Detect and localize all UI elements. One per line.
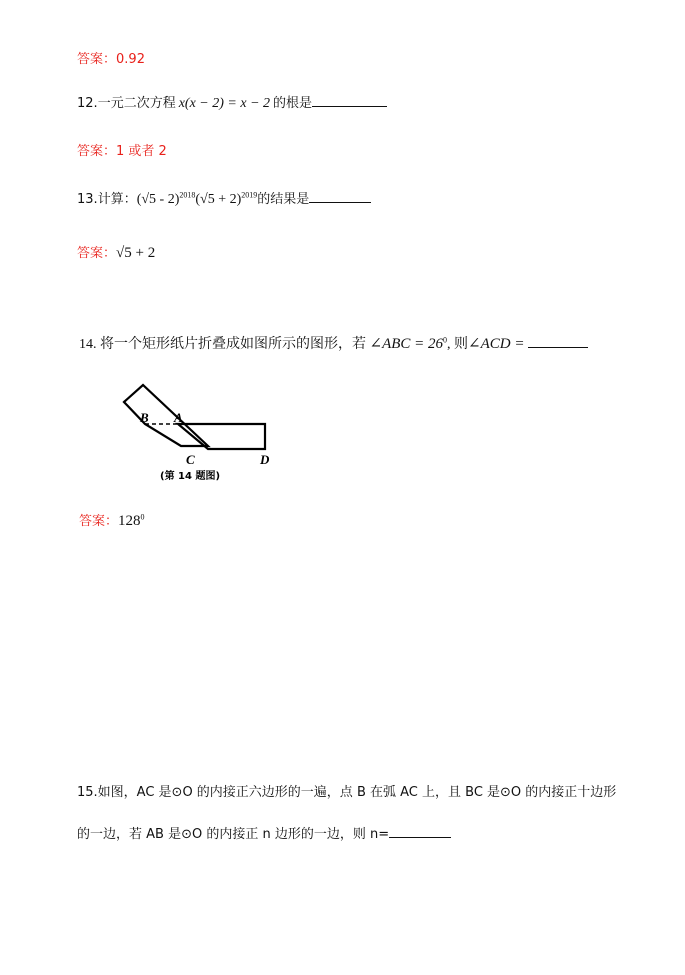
label-c: C <box>186 452 195 467</box>
folded-rectangle-figure <box>115 378 285 486</box>
answer-blank <box>312 94 387 107</box>
answer-14 <box>79 510 145 530</box>
answer-prefix: 答案： <box>77 246 117 261</box>
question-text: 将一个矩形纸片折叠成如图所示的图形，若 <box>100 337 366 352</box>
label-a: A <box>174 410 183 425</box>
folded-flap <box>124 385 208 446</box>
question-12 <box>77 92 387 112</box>
answer-blank <box>309 190 371 203</box>
figure-caption: (第 14 题图) <box>160 471 221 482</box>
answer-blank <box>389 825 451 838</box>
answer-blank <box>528 335 588 348</box>
asked-angle: ∠ACD = <box>468 336 525 352</box>
question-14 <box>79 333 588 353</box>
given-angle: ∠ABC = 26 <box>369 336 444 352</box>
question-text-tail: 的结果是 <box>257 192 310 207</box>
answer-value: 1 或者 2 <box>116 144 167 159</box>
answer-value: 0.92 <box>116 52 145 67</box>
degree-mark: 0 <box>443 335 448 345</box>
question-text-mid: , 则 <box>447 337 469 352</box>
answer-13 <box>77 242 155 262</box>
equation: x(x − 2) = x − 2 <box>178 96 271 111</box>
question-text-tail: 的根是 <box>273 96 313 111</box>
question-text: 计算： <box>97 192 137 207</box>
answer-value: √5 + 2 <box>116 245 156 261</box>
exponent-1: 2018 <box>179 190 196 200</box>
expression-base-1: (√5 - 2) <box>136 192 180 207</box>
question-text: 15.如图，AC 是⊙O 的内接正六边形的一遍，点 B 在弧 AC 上，且 BC 是⊙O 的内接正十边形 <box>77 785 617 800</box>
question-text: 的一边，若 AB 是⊙O 的内接正 n 边形的一边，则 n= <box>77 827 390 842</box>
question-text: 一元二次方程 <box>97 96 176 111</box>
answer-value: 128 <box>118 513 141 529</box>
question-number: 13. <box>77 192 98 207</box>
answer-prefix: 答案： <box>77 144 117 159</box>
answer-11 <box>77 48 145 67</box>
answer-prefix: 答案： <box>77 52 117 67</box>
expression-base-2: (√5 + 2) <box>195 192 242 207</box>
exponent-2: 2019 <box>241 190 258 200</box>
question-15-line-2 <box>77 823 451 842</box>
label-d: D <box>260 452 270 467</box>
question-number: 12. <box>77 96 98 111</box>
degree-mark: 0 <box>140 512 145 522</box>
answer-prefix: 答案： <box>79 514 119 529</box>
answer-12 <box>77 140 167 159</box>
question-15-line-1 <box>77 781 616 800</box>
question-number: 14. <box>79 337 97 352</box>
label-b: B <box>140 410 149 425</box>
question-13 <box>77 188 371 208</box>
